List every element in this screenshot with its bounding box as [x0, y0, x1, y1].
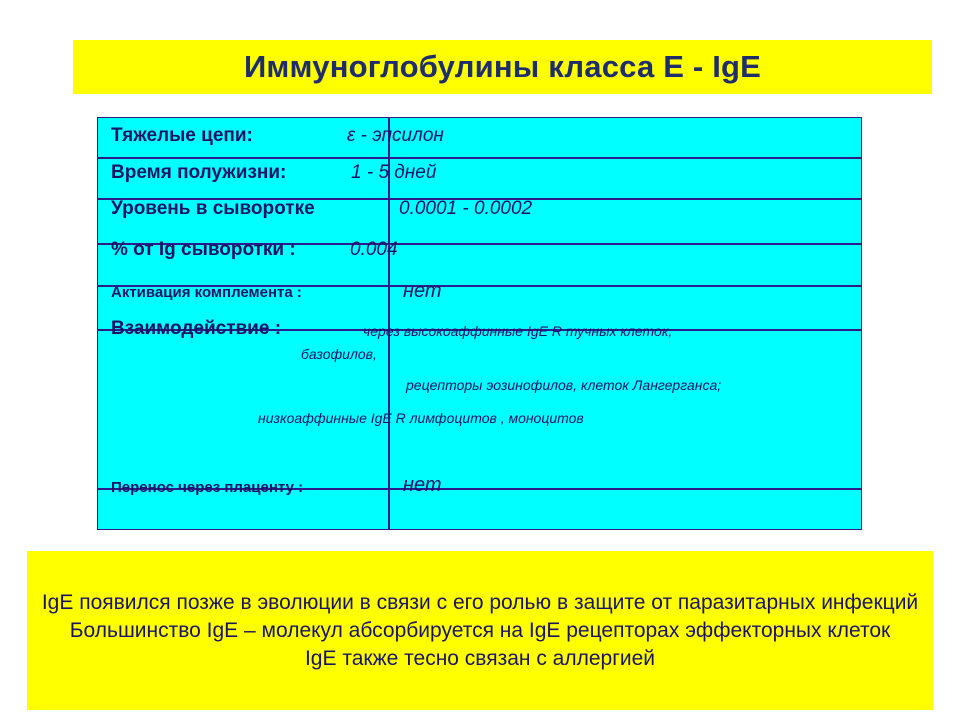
row-divider	[98, 157, 861, 159]
notes-band	[27, 551, 933, 710]
note-line: Большинство IgE – молекул абсорбируется на IgE рецепторах эффекторных клеток	[69, 618, 891, 642]
interaction-line: через высокоаффинные IgE R тучных клеток,	[363, 323, 673, 339]
heavy-chains-value: ε - эпсилон	[347, 125, 444, 146]
serum-level-label: Уровень в сыворотке	[111, 198, 315, 219]
note-line: IgE также тесно связан с аллергией	[304, 646, 656, 670]
interaction-line: базофилов,	[301, 346, 377, 362]
half-life-label: Время полужизни:	[111, 162, 287, 183]
note-line: IgE появился позже в эволюции в связи с его ролью в защите от паразитарных инфекций	[41, 590, 919, 614]
serum-percent-value: 0.004	[350, 239, 398, 260]
half-life-value: 1 - 5 дней	[351, 162, 437, 183]
interaction-label: Взаимодействие :	[111, 318, 282, 339]
properties-table	[97, 117, 862, 530]
heavy-chains-label: Тяжелые цепи:	[111, 125, 253, 146]
interaction-line: низкоаффинные IgE R лимфоцитов , моноцитов	[258, 410, 584, 426]
title-band	[73, 40, 932, 94]
serum-level-value: 0.0001 - 0.0002	[399, 198, 533, 219]
complement-activation-label: Активация комплемента :	[111, 284, 302, 301]
complement-activation-value: нет	[403, 280, 442, 302]
interaction-line: рецепторы эозинофилов, клеток Лангерганса;	[406, 377, 722, 393]
slide-title: Иммуноглобулины класса Е - IgE	[243, 49, 762, 84]
placenta-transfer-value: нет	[403, 474, 442, 496]
serum-percent-label: % от Ig сыворотки :	[111, 239, 296, 260]
placenta-transfer-label: Перенос через плаценту :	[111, 479, 304, 496]
